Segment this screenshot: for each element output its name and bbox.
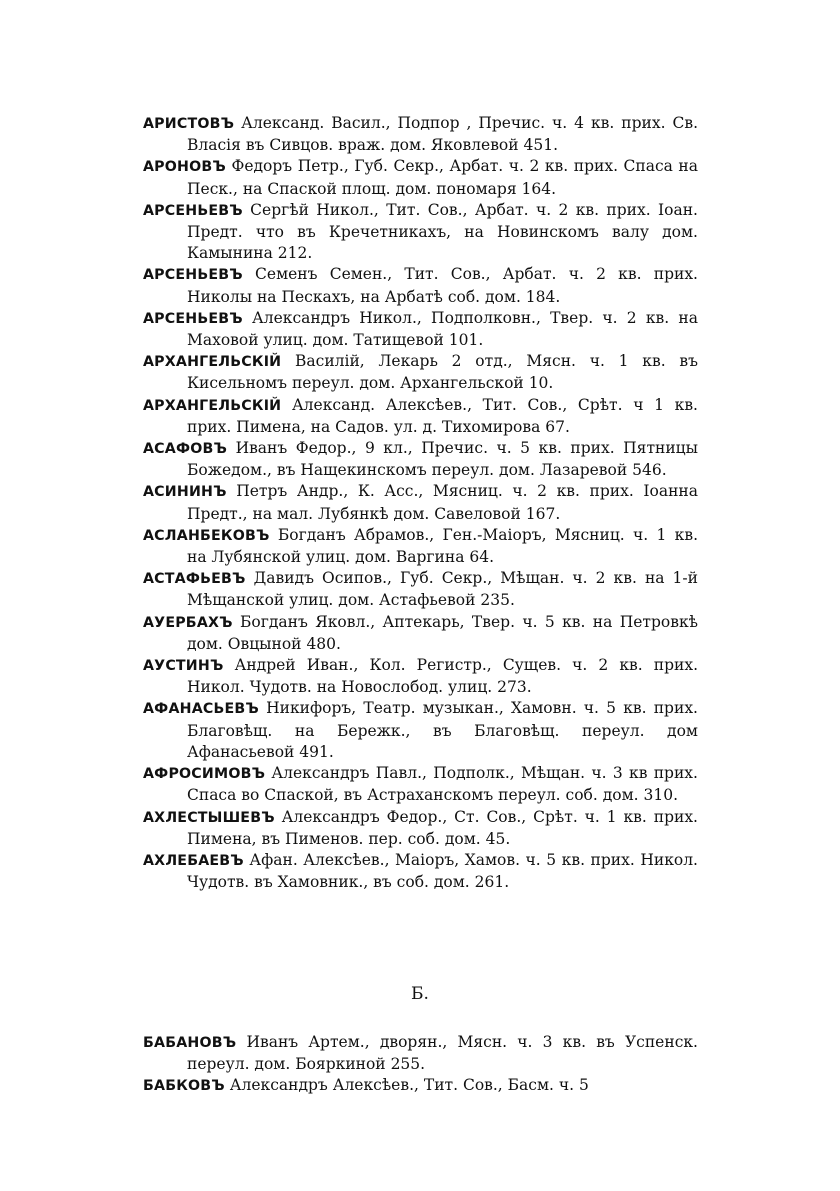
directory-entry xyxy=(143,568,698,611)
directory-entry xyxy=(143,351,698,394)
entry-details: Никифоръ, Театр. музыкан., Хамовн. ч. 5 кв. прих. Благовѣщ. на Бережк., въ Благовѣщ. переул. дом Афанасьевой 491. xyxy=(187,699,698,761)
entry-details: Семенъ Семен., Тит. Сов., Арбат. ч. 2 кв. прих. Николы на Пескахъ, на Арбатѣ соб. дом. 184. xyxy=(187,265,698,306)
entry-surname: БАБАНОВЪ xyxy=(143,1035,237,1051)
directory-entry xyxy=(143,200,698,265)
directory-entry xyxy=(143,113,698,156)
entries-section-b xyxy=(143,1032,698,1098)
entry-surname: АСАФОВЪ xyxy=(143,441,228,458)
entry-surname: АСИНИНЪ xyxy=(143,484,227,501)
entry-details: Петръ Андр., К. Асс., Мясниц. ч. 2 кв. прих. Іоанна Предт., на мал. Лубянкѣ дом. Савеловой 167. xyxy=(187,482,698,523)
entry-surname: АХЛЕБАЕВЪ xyxy=(143,852,244,869)
entry-surname: АРСЕНЬЕВЪ xyxy=(143,310,243,327)
section-heading-b: Б. xyxy=(411,984,429,1004)
directory-entry xyxy=(143,395,698,438)
entry-details: Иванъ Федор., 9 кл., Пречис. ч. 5 кв. прих. Пятницы Божедом., въ Нащекинскомъ переул. дом. Лазаревой 546. xyxy=(187,439,698,480)
entry-surname: АУСТИНЪ xyxy=(143,658,224,675)
entry-surname: АРХАНГЕЛЬСКІЙ xyxy=(143,354,282,371)
entry-surname: АСТАФЬЕВЪ xyxy=(143,571,246,588)
entry-details: Александръ Павл., Подполк., Мѣщан. ч. 3 кв прих. Спаса во Спаской, въ Астраханскомъ переул. соб. дом. 310. xyxy=(187,764,698,805)
entry-surname: АРСЕНЬЕВЪ xyxy=(143,202,243,219)
directory-entry xyxy=(143,156,698,199)
entry-details: Федоръ Петр., Губ. Секр., Арбат. ч. 2 кв. прих. Спаса на Песк., на Спаской площ. дом. пономаря 164. xyxy=(187,157,698,198)
directory-entry xyxy=(143,438,698,481)
entry-details: Давидъ Осипов., Губ. Секр., Мѣщан. ч. 2 кв. на 1-й Мѣщанской улиц. дом. Астафьевой 235. xyxy=(187,569,698,610)
entry-details: Александръ Алексѣев., Тит. Сов., Басм. ч. 5 xyxy=(229,1076,589,1095)
entry-details: Андрей Иван., Кол. Регистр., Сущев. ч. 2 кв. прих. Никол. Чудотв. на Новослобод. улиц. 273. xyxy=(187,656,698,697)
entry-surname: АФАНАСЬЕВЪ xyxy=(143,701,259,718)
entry-surname: АХЛЕСТЫШЕВЪ xyxy=(143,809,275,826)
directory-entry xyxy=(143,308,698,351)
directory-entry xyxy=(143,612,698,655)
directory-entry xyxy=(143,698,698,763)
entry-details: Александръ Никол., Подполковн., Твер. ч. 2 кв. на Маховой улиц. дом. Татищевой 101. xyxy=(187,308,698,350)
entry-details: Александ. Васил., Подпор , Пречис. ч. 4 кв. прих. Св. Власія въ Сивцов. враж. дом. Яковлевой 451. xyxy=(187,114,698,155)
entry-surname: АСЛАНБЕКОВЪ xyxy=(143,527,270,544)
entry-details: Богданъ Яковл., Аптекарь, Твер. ч. 5 кв. на Петровкѣ дом. Овцыной 480. xyxy=(187,612,698,653)
entries-section-a xyxy=(143,113,698,893)
directory-entry xyxy=(143,1032,698,1075)
directory-entry xyxy=(143,807,698,850)
entry-surname: АРСЕНЬЕВЪ xyxy=(143,267,243,284)
directory-entry xyxy=(143,850,698,893)
entry-details: Александ. Алексѣев., Тит. Сов., Срѣт. ч 1 кв. прих. Пимена, на Садов. ул. д. Тихомирова 67. xyxy=(187,395,698,436)
entry-details: Иванъ Артем., дворян., Мясн. ч. 3 кв. въ Успенск. переул. дом. Бояркиной 255. xyxy=(187,1033,698,1074)
directory-entry xyxy=(143,655,698,698)
directory-entry xyxy=(143,264,698,307)
directory-entry xyxy=(143,481,698,524)
entry-surname: АРОНОВЪ xyxy=(143,159,226,176)
entry-surname: АУЕРБАХЪ xyxy=(143,614,233,631)
entry-details: Василій, Лекарь 2 отд., Мясн. ч. 1 кв. въ Кисельномъ переул. дом. Архангельской 10. xyxy=(187,352,698,393)
directory-entry xyxy=(143,763,698,806)
entry-surname: БАБКОВЪ xyxy=(143,1078,225,1095)
entry-details: Александръ Федор., Ст. Сов., Срѣт. ч. 1 кв. прих. Пимена, въ Пименов. пер. соб. дом. 45. xyxy=(187,807,698,848)
entry-details: Богданъ Абрамов., Ген.-Маіоръ, Мясниц. ч. 1 кв. на Лубянской улиц. дом. Варгина 64. xyxy=(187,525,698,567)
entry-surname: АФРОСИМОВЪ xyxy=(143,766,266,783)
entry-details: Афан. Алексѣев., Маіоръ, Хамов. ч. 5 кв. прих. Никол. Чудотв. въ Хамовник., въ соб. дом. 261. xyxy=(187,850,698,892)
directory-entry xyxy=(143,1075,698,1097)
entry-surname: АРХАНГЕЛЬСКІЙ xyxy=(143,397,282,414)
entry-details: Сергѣй Никол., Тит. Сов., Арбат. ч. 2 кв. прих. Іоан. Предт. что въ Кречетникахъ, на Новинскомъ валу дом. Камынина 212. xyxy=(187,200,698,263)
entry-surname: АРИСТОВЪ xyxy=(143,116,235,132)
directory-entry xyxy=(143,525,698,568)
